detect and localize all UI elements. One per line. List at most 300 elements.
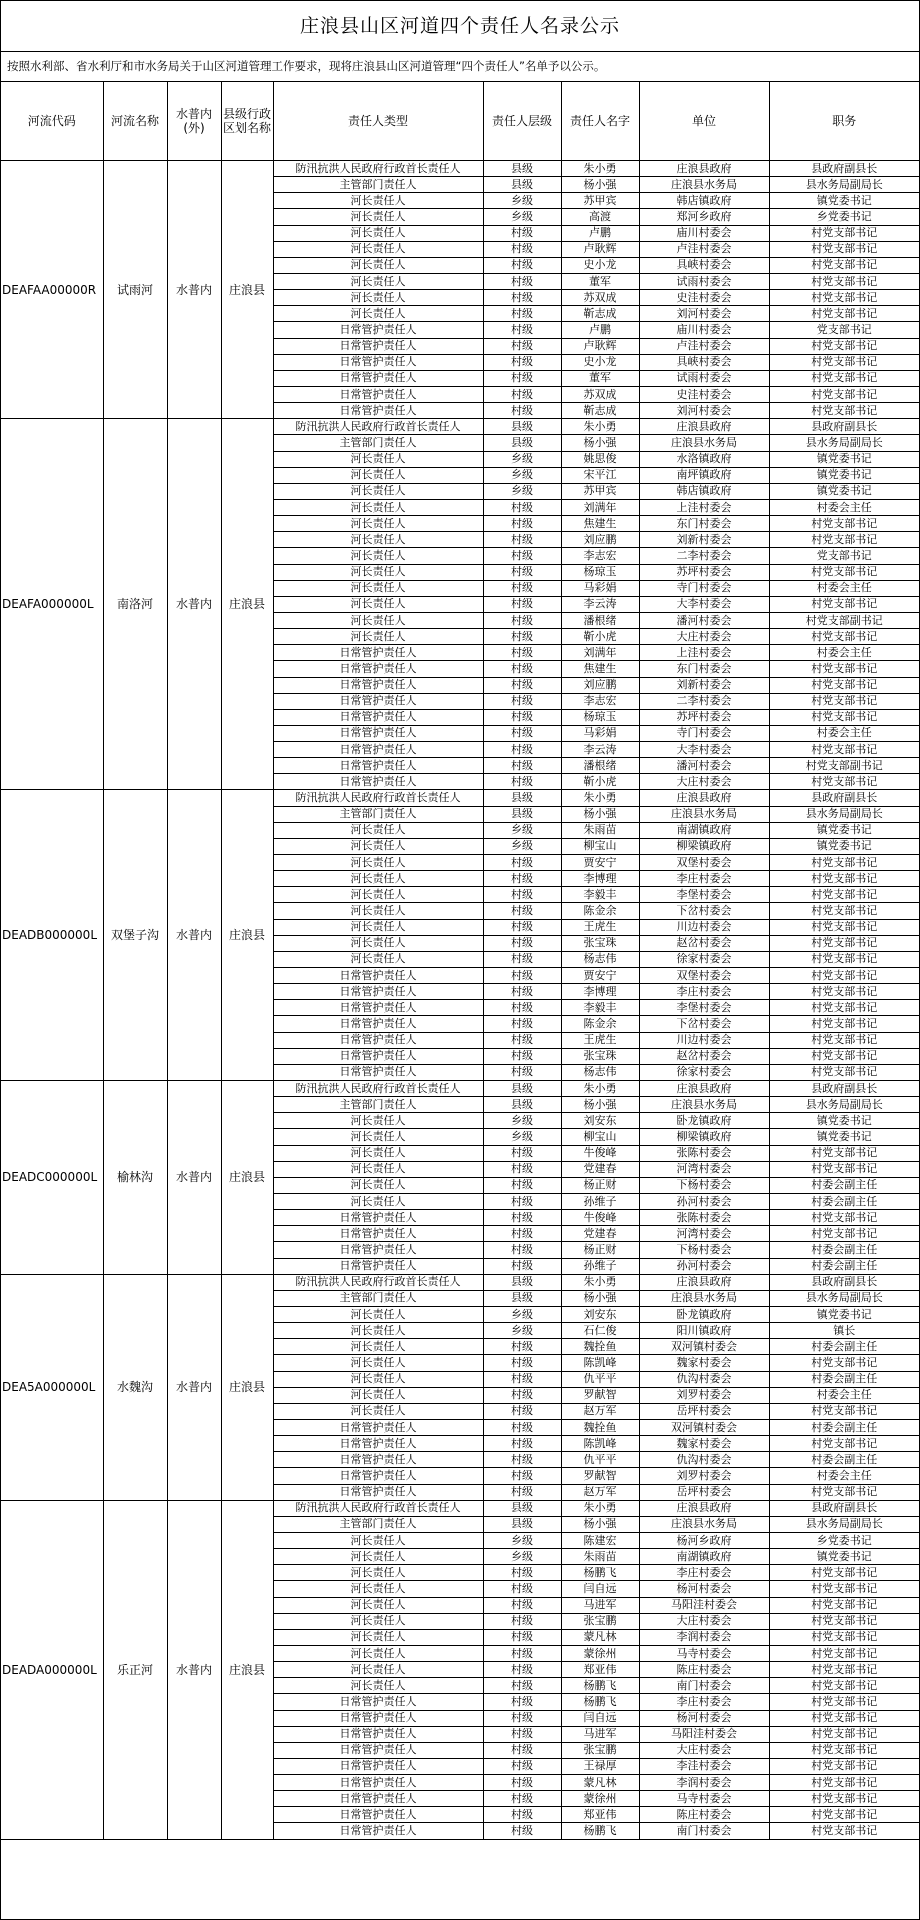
cell-person-type: 河长责任人: [273, 241, 483, 257]
cell-person-type: 日常管护责任人: [273, 1758, 483, 1774]
cell-unit: 双河镇村委会: [639, 1419, 769, 1435]
cell-unit: 庄浪县水务局: [639, 435, 769, 451]
cell-person-name: 牛俊峰: [561, 1210, 639, 1226]
cell-title: 村党支部书记: [769, 1210, 919, 1226]
cell-person-name: 杨小强: [561, 1516, 639, 1532]
cell-unit: 阳川镇政府: [639, 1323, 769, 1339]
cell-title: 村党支部书记: [769, 1742, 919, 1758]
cell-person-level: 县级: [483, 1274, 561, 1290]
cell-person-name: 孙维子: [561, 1194, 639, 1210]
cell-person-type: 河长责任人: [273, 596, 483, 612]
cell-unit: 庄浪县政府: [639, 161, 769, 177]
cell-person-name: 马彩娟: [561, 580, 639, 596]
cell-title: 村委会主任: [769, 1387, 919, 1403]
cell-person-level: 村级: [483, 1662, 561, 1678]
cell-person-type: 河长责任人: [273, 1387, 483, 1403]
cell-person-level: 村级: [483, 338, 561, 354]
cell-unit: 史洼村委会: [639, 290, 769, 306]
cell-person-type: 河长责任人: [273, 1113, 483, 1129]
cell-person-type: 河长责任人: [273, 1678, 483, 1694]
cell-title: 镇党委书记: [769, 822, 919, 838]
cell-person-name: 朱小勇: [561, 161, 639, 177]
cell-person-type: 日常管护责任人: [273, 370, 483, 386]
cell-person-type: 河长责任人: [273, 1549, 483, 1565]
cell-unit: 试雨村委会: [639, 370, 769, 386]
cell-unit: 下杨村委会: [639, 1242, 769, 1258]
cell-person-type: 日常管护责任人: [273, 774, 483, 790]
cell-unit: 杨河村委会: [639, 1710, 769, 1726]
cell-person-name: 张宝鹏: [561, 1613, 639, 1629]
cell-person-type: 河长责任人: [273, 1161, 483, 1177]
cell-person-level: 村级: [483, 1016, 561, 1032]
cell-person-level: 乡级: [483, 1113, 561, 1129]
cell-person-name: 张宝鹏: [561, 1742, 639, 1758]
cell-title: 村党支部书记: [769, 338, 919, 354]
cell-title: 村党支部书记: [769, 1823, 919, 1839]
cell-unit: 潘河村委会: [639, 758, 769, 774]
cell-title: 村党支部书记: [769, 564, 919, 580]
cell-person-name: 李志宏: [561, 548, 639, 564]
cell-person-name: 宋平江: [561, 467, 639, 483]
cell-person-name: 王禄厚: [561, 1758, 639, 1774]
cell-scope: 水普内: [167, 1274, 221, 1500]
cell-title: 党支部书记: [769, 548, 919, 564]
cell-person-type: 河长责任人: [273, 1662, 483, 1678]
cell-title: 县政府副县长: [769, 1081, 919, 1097]
cell-river-name: 南洛河: [103, 419, 167, 790]
cell-unit: 大庄村委会: [639, 1742, 769, 1758]
cell-unit: 大庄村委会: [639, 774, 769, 790]
cell-person-type: 防汛抗洪人民政府行政首长责任人: [273, 1081, 483, 1097]
cell-person-type: 日常管护责任人: [273, 1694, 483, 1710]
cell-title: 村党支部书记: [769, 596, 919, 612]
cell-person-level: 乡级: [483, 483, 561, 499]
cell-person-type: 河长责任人: [273, 499, 483, 515]
cell-person-level: 村级: [483, 1048, 561, 1064]
cell-person-level: 村级: [483, 661, 561, 677]
cell-person-name: 李志宏: [561, 693, 639, 709]
cell-person-name: 卢耿辉: [561, 241, 639, 257]
cell-title: 村党支部书记: [769, 1726, 919, 1742]
cell-person-name: 马彩娟: [561, 725, 639, 741]
cell-unit: 庄浪县政府: [639, 1081, 769, 1097]
cell-unit: 马阳洼村委会: [639, 1597, 769, 1613]
cell-person-type: 日常管护责任人: [273, 661, 483, 677]
cell-title: 村委会副主任: [769, 1194, 919, 1210]
cell-person-type: 河长责任人: [273, 871, 483, 887]
cell-unit: 仇沟村委会: [639, 1452, 769, 1468]
cell-unit: 具峡村委会: [639, 257, 769, 273]
cell-person-type: 日常管护责任人: [273, 322, 483, 338]
cell-person-type: 河长责任人: [273, 887, 483, 903]
cell-person-type: 河长责任人: [273, 855, 483, 871]
cell-unit: 庄浪县水务局: [639, 177, 769, 193]
cell-person-name: 姚思俊: [561, 451, 639, 467]
cell-unit: 下岔村委会: [639, 903, 769, 919]
cell-title: 村委会副主任: [769, 1452, 919, 1468]
cell-person-name: 党建春: [561, 1161, 639, 1177]
cell-title: 村党支部书记: [769, 403, 919, 419]
cell-title: 村党支部书记: [769, 1000, 919, 1016]
cell-title: 村党支部书记: [769, 1403, 919, 1419]
cell-person-name: 卢耿辉: [561, 338, 639, 354]
cell-person-name: 史小龙: [561, 354, 639, 370]
cell-person-name: 杨鹏飞: [561, 1694, 639, 1710]
cell-person-type: 日常管护责任人: [273, 1210, 483, 1226]
cell-person-level: 村级: [483, 1484, 561, 1500]
cell-unit: 魏家村委会: [639, 1355, 769, 1371]
cell-person-name: 卢鹏: [561, 225, 639, 241]
cell-person-type: 河长责任人: [273, 1129, 483, 1145]
cell-river-code: DEA5A000000L: [1, 1274, 103, 1500]
cell-person-level: 村级: [483, 548, 561, 564]
cell-person-type: 主管部门责任人: [273, 435, 483, 451]
cell-title: 村党支部书记: [769, 1807, 919, 1823]
cell-person-name: 朱小勇: [561, 790, 639, 806]
cell-person-level: 村级: [483, 1758, 561, 1774]
cell-person-level: 村级: [483, 1419, 561, 1435]
cell-person-level: 村级: [483, 903, 561, 919]
cell-unit: 孙河村委会: [639, 1258, 769, 1274]
cell-person-type: 河长责任人: [273, 580, 483, 596]
cell-person-name: 刘安东: [561, 1113, 639, 1129]
cell-person-level: 村级: [483, 1710, 561, 1726]
cell-unit: 李洼村委会: [639, 1758, 769, 1774]
cell-person-level: 村级: [483, 693, 561, 709]
cell-person-type: 河长责任人: [273, 193, 483, 209]
cell-title: 县水务局副局长: [769, 1290, 919, 1306]
cell-river-code: DEAFA000000L: [1, 419, 103, 790]
cell-person-type: 河长责任人: [273, 548, 483, 564]
cell-person-type: 日常管护责任人: [273, 968, 483, 984]
cell-title: 镇长: [769, 1323, 919, 1339]
cell-title: 村党支部书记: [769, 1355, 919, 1371]
cell-person-type: 主管部门责任人: [273, 1516, 483, 1532]
cell-person-name: 靳小虎: [561, 774, 639, 790]
cell-title: 村党支部书记: [769, 709, 919, 725]
cell-person-name: 贾安宁: [561, 968, 639, 984]
cell-unit: 大李村委会: [639, 596, 769, 612]
cell-person-name: 焦建生: [561, 516, 639, 532]
cell-person-level: 村级: [483, 1581, 561, 1597]
cell-title: 村党支部书记: [769, 774, 919, 790]
cell-unit: 李庄村委会: [639, 984, 769, 1000]
table-row: [1, 1500, 919, 1516]
cell-unit: 下岔村委会: [639, 1016, 769, 1032]
cell-person-name: 靳志成: [561, 403, 639, 419]
cell-unit: 李庄村委会: [639, 1565, 769, 1581]
cell-unit: 柳梁镇政府: [639, 1129, 769, 1145]
cell-title: 村委会副主任: [769, 1242, 919, 1258]
cell-unit: 庙川村委会: [639, 322, 769, 338]
cell-person-type: 河长责任人: [273, 257, 483, 273]
cell-person-level: 村级: [483, 629, 561, 645]
cell-title: 县水务局副局长: [769, 435, 919, 451]
cell-person-level: 县级: [483, 1290, 561, 1306]
cell-person-name: 蒙凡林: [561, 1775, 639, 1791]
cell-person-level: 村级: [483, 564, 561, 580]
cell-unit: 庄浪县水务局: [639, 806, 769, 822]
cell-title: 村党支部书记: [769, 290, 919, 306]
cell-person-level: 村级: [483, 935, 561, 951]
cell-person-type: 日常管护责任人: [273, 1791, 483, 1807]
cell-person-type: 河长责任人: [273, 483, 483, 499]
header-scope: 水普内(外): [167, 82, 221, 161]
cell-unit: 东门村委会: [639, 516, 769, 532]
cell-person-name: 杨小强: [561, 435, 639, 451]
cell-person-name: 闫自远: [561, 1581, 639, 1597]
cell-person-name: 朱小勇: [561, 1274, 639, 1290]
cell-person-name: 苏双成: [561, 386, 639, 402]
cell-title: 县政府副县长: [769, 1274, 919, 1290]
cell-person-name: 李云涛: [561, 596, 639, 612]
cell-person-name: 朱雨苗: [561, 1549, 639, 1565]
cell-person-level: 村级: [483, 951, 561, 967]
cell-person-name: 马进军: [561, 1597, 639, 1613]
cell-person-name: 刘满年: [561, 645, 639, 661]
cell-person-type: 主管部门责任人: [273, 1290, 483, 1306]
cell-unit: 刘罗村委会: [639, 1387, 769, 1403]
cell-title: 村党支部副书记: [769, 612, 919, 628]
cell-person-name: 罗献智: [561, 1387, 639, 1403]
cell-person-type: 河长责任人: [273, 1532, 483, 1548]
cell-person-name: 刘应鹏: [561, 532, 639, 548]
cell-person-type: 日常管护责任人: [273, 984, 483, 1000]
cell-scope: 水普内: [167, 790, 221, 1081]
cell-person-type: 主管部门责任人: [273, 806, 483, 822]
cell-person-name: 董军: [561, 370, 639, 386]
cell-unit: 李堡村委会: [639, 887, 769, 903]
cell-person-level: 村级: [483, 596, 561, 612]
cell-person-type: 日常管护责任人: [273, 1468, 483, 1484]
cell-person-name: 杨琼玉: [561, 564, 639, 580]
cell-title: 村党支部书记: [769, 1226, 919, 1242]
cell-unit: 卧龙镇政府: [639, 1306, 769, 1322]
cell-person-name: 卢鹏: [561, 322, 639, 338]
cell-person-level: 村级: [483, 580, 561, 596]
cell-person-level: 乡级: [483, 467, 561, 483]
cell-title: 村党支部书记: [769, 1048, 919, 1064]
cell-person-level: 县级: [483, 1516, 561, 1532]
cell-person-type: 日常管护责任人: [273, 1823, 483, 1839]
cell-person-level: 村级: [483, 919, 561, 935]
cell-person-name: 柳宝山: [561, 838, 639, 854]
cell-person-type: 日常管护责任人: [273, 758, 483, 774]
cell-person-level: 乡级: [483, 838, 561, 854]
cell-person-type: 日常管护责任人: [273, 1452, 483, 1468]
cell-person-type: 河长责任人: [273, 1613, 483, 1629]
cell-title: 村党支部书记: [769, 1710, 919, 1726]
cell-person-name: 孙维子: [561, 1258, 639, 1274]
cell-person-name: 杨志伟: [561, 1064, 639, 1080]
cell-person-level: 村级: [483, 499, 561, 515]
cell-unit: 仇沟村委会: [639, 1371, 769, 1387]
cell-title: 村党支部书记: [769, 225, 919, 241]
header-person-name: 责任人名字: [561, 82, 639, 161]
cell-person-level: 村级: [483, 1339, 561, 1355]
cell-person-type: 河长责任人: [273, 1645, 483, 1661]
cell-person-name: 党建春: [561, 1226, 639, 1242]
cell-person-type: 日常管护责任人: [273, 403, 483, 419]
cell-title: 镇党委书记: [769, 467, 919, 483]
cell-title: 村委会主任: [769, 1468, 919, 1484]
cell-title: 村党支部书记: [769, 1581, 919, 1597]
cell-person-name: 蒙徐州: [561, 1791, 639, 1807]
cell-unit: 南坪镇政府: [639, 467, 769, 483]
cell-person-level: 村级: [483, 1064, 561, 1080]
cell-title: 镇党委书记: [769, 1129, 919, 1145]
cell-title: 镇党委书记: [769, 838, 919, 854]
cell-title: 乡党委书记: [769, 209, 919, 225]
cell-title: 县政府副县长: [769, 1500, 919, 1516]
cell-person-level: 村级: [483, 306, 561, 322]
cell-unit: 河湾村委会: [639, 1161, 769, 1177]
cell-person-name: 靳小虎: [561, 629, 639, 645]
cell-person-name: 王虎生: [561, 919, 639, 935]
cell-person-name: 王虎生: [561, 1032, 639, 1048]
cell-person-name: 潘根绪: [561, 758, 639, 774]
cell-river-code: DEAFAA00000R: [1, 161, 103, 419]
table-row: [1, 790, 919, 806]
cell-person-name: 李博理: [561, 984, 639, 1000]
cell-person-level: 村级: [483, 1145, 561, 1161]
cell-person-level: 村级: [483, 1403, 561, 1419]
cell-person-name: 李博理: [561, 871, 639, 887]
cell-title: 村党支部书记: [769, 354, 919, 370]
cell-title: 村委会主任: [769, 645, 919, 661]
cell-unit: 卧龙镇政府: [639, 1113, 769, 1129]
cell-scope: 水普内: [167, 1500, 221, 1839]
cell-person-name: 朱小勇: [561, 1081, 639, 1097]
cell-title: 村党支部书记: [769, 951, 919, 967]
header-river-code: 河流代码: [1, 82, 103, 161]
cell-title: 乡党委书记: [769, 1532, 919, 1548]
cell-person-name: 陈金余: [561, 903, 639, 919]
cell-person-type: 日常管护责任人: [273, 1742, 483, 1758]
cell-unit: 庄浪县政府: [639, 419, 769, 435]
cell-title: 村党支部书记: [769, 887, 919, 903]
cell-river-name: 水魏沟: [103, 1274, 167, 1500]
cell-person-type: 河长责任人: [273, 451, 483, 467]
cell-person-type: 河长责任人: [273, 838, 483, 854]
cell-person-level: 乡级: [483, 822, 561, 838]
cell-person-type: 日常管护责任人: [273, 1726, 483, 1742]
table-row: [1, 1081, 919, 1097]
cell-person-type: 日常管护责任人: [273, 645, 483, 661]
cell-person-type: 河长责任人: [273, 516, 483, 532]
cell-person-type: 主管部门责任人: [273, 177, 483, 193]
cell-unit: 庙川村委会: [639, 225, 769, 241]
cell-county: 庄浪县: [221, 419, 273, 790]
cell-title: 县政府副县长: [769, 161, 919, 177]
cell-person-type: 日常管护责任人: [273, 1016, 483, 1032]
cell-unit: 卢洼村委会: [639, 338, 769, 354]
cell-person-level: 村级: [483, 1258, 561, 1274]
cell-person-name: 魏拴鱼: [561, 1419, 639, 1435]
cell-person-level: 乡级: [483, 193, 561, 209]
cell-person-level: 村级: [483, 1032, 561, 1048]
cell-title: 镇党委书记: [769, 483, 919, 499]
cell-person-level: 村级: [483, 1436, 561, 1452]
cell-title: 村党支部书记: [769, 1662, 919, 1678]
cell-scope: 水普内: [167, 1081, 221, 1275]
cell-person-name: 陈凯峰: [561, 1355, 639, 1371]
cell-person-level: 村级: [483, 871, 561, 887]
cell-person-level: 村级: [483, 1791, 561, 1807]
cell-unit: 庄浪县水务局: [639, 1290, 769, 1306]
cell-person-type: 日常管护责任人: [273, 709, 483, 725]
cell-person-level: 村级: [483, 677, 561, 693]
page-title: 庄浪县山区河道四个责任人名录公示: [1, 1, 919, 52]
cell-person-name: 朱小勇: [561, 419, 639, 435]
cell-unit: 马阳洼村委会: [639, 1726, 769, 1742]
cell-title: 村党支部书记: [769, 855, 919, 871]
cell-unit: 柳梁镇政府: [639, 838, 769, 854]
cell-river-code: DEADA000000L: [1, 1500, 103, 1839]
cell-unit: 岳坪村委会: [639, 1484, 769, 1500]
cell-person-type: 河长责任人: [273, 1145, 483, 1161]
cell-unit: 上洼村委会: [639, 645, 769, 661]
cell-person-name: 柳宝山: [561, 1129, 639, 1145]
cell-person-name: 刘安东: [561, 1306, 639, 1322]
cell-person-level: 乡级: [483, 209, 561, 225]
cell-person-name: 靳志成: [561, 306, 639, 322]
cell-person-type: 日常管护责任人: [273, 1048, 483, 1064]
cell-person-type: 河长责任人: [273, 1355, 483, 1371]
cell-title: 村党支部书记: [769, 871, 919, 887]
cell-person-type: 河长责任人: [273, 612, 483, 628]
cell-person-name: 杨琼玉: [561, 709, 639, 725]
cell-title: 村党支部书记: [769, 516, 919, 532]
cell-person-type: 日常管护责任人: [273, 725, 483, 741]
cell-person-type: 河长责任人: [273, 273, 483, 289]
cell-unit: 双堡村委会: [639, 968, 769, 984]
cell-title: 县水务局副局长: [769, 1097, 919, 1113]
cell-person-name: 苏甲宾: [561, 483, 639, 499]
cell-unit: 潘河村委会: [639, 612, 769, 628]
cell-unit: 河湾村委会: [639, 1226, 769, 1242]
cell-person-name: 赵万军: [561, 1484, 639, 1500]
cell-person-name: 仇平平: [561, 1371, 639, 1387]
cell-person-type: 河长责任人: [273, 209, 483, 225]
cell-county: 庄浪县: [221, 161, 273, 419]
cell-title: 村党支部书记: [769, 1791, 919, 1807]
cell-person-name: 杨小强: [561, 1097, 639, 1113]
cell-person-name: 苏甲宾: [561, 193, 639, 209]
cell-person-type: 日常管护责任人: [273, 1436, 483, 1452]
cell-title: 县水务局副局长: [769, 806, 919, 822]
cell-river-name: 乐正河: [103, 1500, 167, 1839]
cell-person-level: 村级: [483, 290, 561, 306]
cell-unit: 陈庄村委会: [639, 1662, 769, 1678]
cell-title: 村委会主任: [769, 499, 919, 515]
cell-person-level: 村级: [483, 1565, 561, 1581]
cell-unit: 试雨村委会: [639, 273, 769, 289]
cell-title: 村党支部书记: [769, 532, 919, 548]
cell-person-level: 村级: [483, 1387, 561, 1403]
cell-river-name: 榆林沟: [103, 1081, 167, 1275]
cell-title: 村委会副主任: [769, 1419, 919, 1435]
cell-title: 村党支部副书记: [769, 758, 919, 774]
cell-person-type: 日常管护责任人: [273, 1000, 483, 1016]
cell-person-level: 乡级: [483, 1129, 561, 1145]
cell-unit: 徐家村委会: [639, 1064, 769, 1080]
header-county: 县级行政区划名称: [221, 82, 273, 161]
cell-person-name: 李毅丰: [561, 1000, 639, 1016]
cell-person-type: 防汛抗洪人民政府行政首长责任人: [273, 161, 483, 177]
cell-person-type: 日常管护责任人: [273, 677, 483, 693]
cell-person-type: 河长责任人: [273, 1371, 483, 1387]
